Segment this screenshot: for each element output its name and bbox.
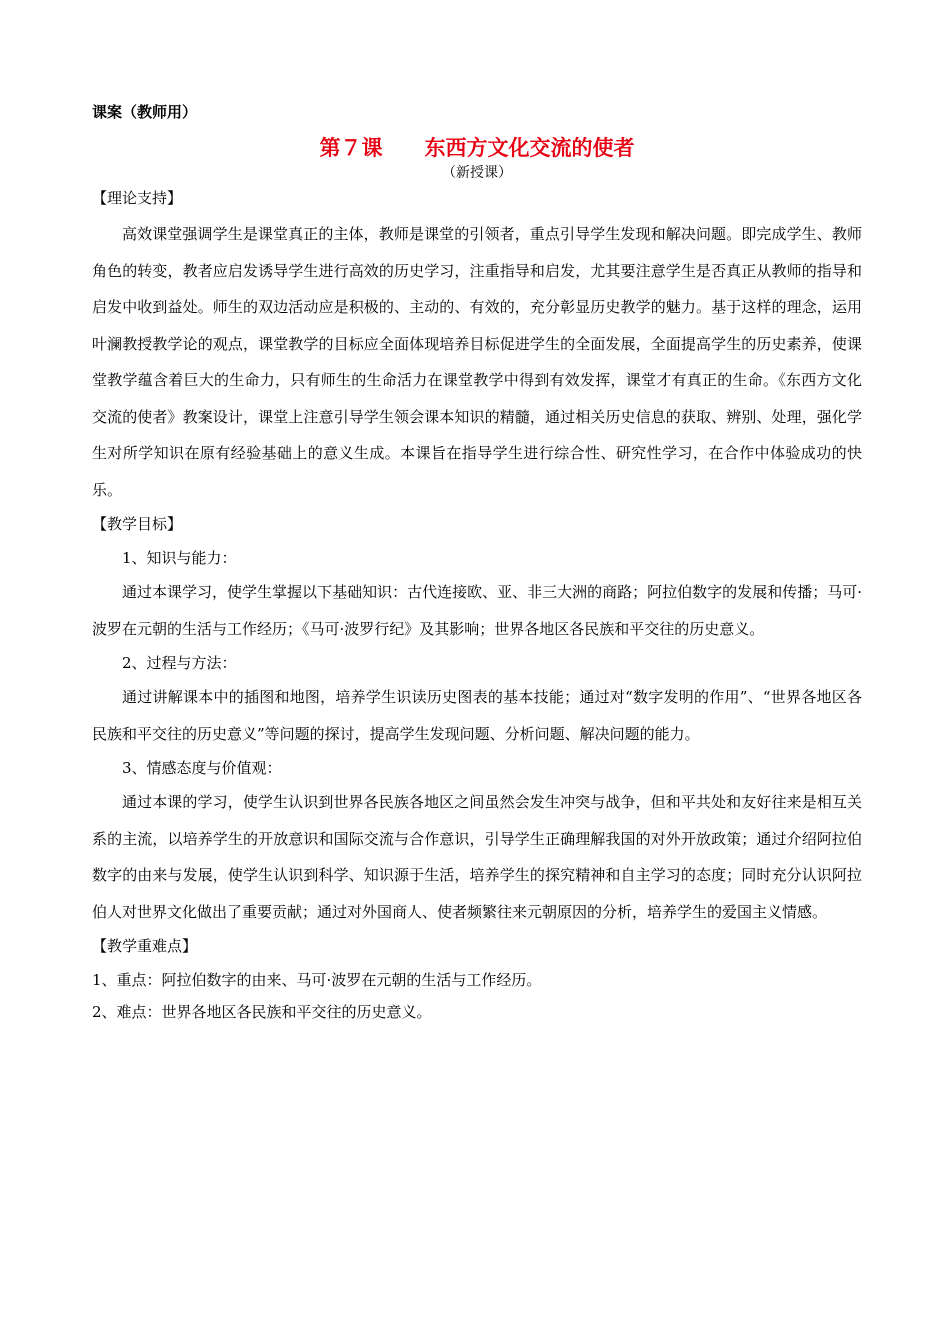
keypoint-focus: 1、重点：阿拉伯数字的由来、马可·波罗在元朝的生活与工作经历。 [92, 971, 542, 989]
keypoint-difficulty: 2、难点：世界各地区各民族和平交往的历史意义。 [92, 1003, 432, 1021]
objectives-section [92, 510, 862, 930]
objectives-heading: 【教学目标】 [92, 515, 183, 533]
document-body [92, 184, 862, 1028]
lesson-subtitle: （新授课） [442, 165, 512, 181]
keypoints-heading: 【教学重难点】 [92, 937, 198, 955]
lesson-title: 第７课 东西方文化交流的使者 [319, 136, 635, 160]
objective-text-knowledge: 通过本课学习，使学生掌握以下基础知识：古代连接欧、亚、非三大洲的商路；阿拉伯数字的发展和传播；马可·波罗在元朝的生活与工作经历；《马可·波罗行纪》及其影响；世界各地区各民族和平交往的历史意义。 [92, 583, 862, 638]
objective-title-process: 2、过程与方法： [122, 654, 237, 672]
doc-label: 课案（教师用） [92, 103, 198, 121]
theory-heading: 【理论支持】 [92, 189, 183, 207]
theory-paragraph: 高效课堂强调学生是课堂真正的主体，教师是课堂的引领者，重点引导学生发现和解决问题。即完成学生、教师角色的转变，教者应启发诱导学生进行高效的历史学习，注重指导和启发，尤其要注意学生是否真正从教师的指导和启发中收到益处。师生的双边活动应是积极的、主动的、有效的，充分彰显历史教学的魅力。基于这样的理念，运用叶澜教授教学论的观点，课堂教学的目标应全面体现培养目标促进学生的全面发展，全面提高学生的历史素养，使课堂教学蕴含着巨大的生命力，只有师生的生命活力在课堂教学中得到有效发挥，课堂才有真正的生命。《东西方文化交流的使者》教案设计，课堂上注意引导学生领会课本知识的精髓，通过相关历史信息的获取、辨别、处理，强化学生对所学知识在原有经验基础上的意义生成。本课旨在指导学生进行综合性、研究性学习，在合作中体验成功的快乐。 [92, 225, 862, 499]
objective-title-attitude: 3、情感态度与价值观： [122, 759, 282, 777]
objective-text-attitude: 通过本课的学习，使学生认识到世界各民族各地区之间虽然会发生冲突与战争，但和平共处和友好往来是相互关系的主流，以培养学生的开放意识和国际交流与合作意识，引导学生正确理解我国的对外开放政策；通过介绍阿拉伯数字的由来与发展，使学生认识到科学、知识源于生活，培养学生的探究精神和自主学习的态度；同时充分认识阿拉伯人对世界文化做出了重要贡献；通过对外国商人、使者频繁往来元朝原因的分析，培养学生的爱国主义情感。 [92, 793, 862, 921]
theory-section [92, 184, 862, 508]
keypoints-section [92, 932, 862, 1028]
objective-text-process: 通过讲解课本中的插图和地图，培养学生识读历史图表的基本技能；通过对“数字发明的作用”、“世界各地区各民族和平交往的历史意义”等问题的探讨，提高学生发现问题、分析问题、解决问题的能力。 [92, 688, 862, 743]
objective-title-knowledge: 1、知识与能力： [122, 549, 237, 567]
